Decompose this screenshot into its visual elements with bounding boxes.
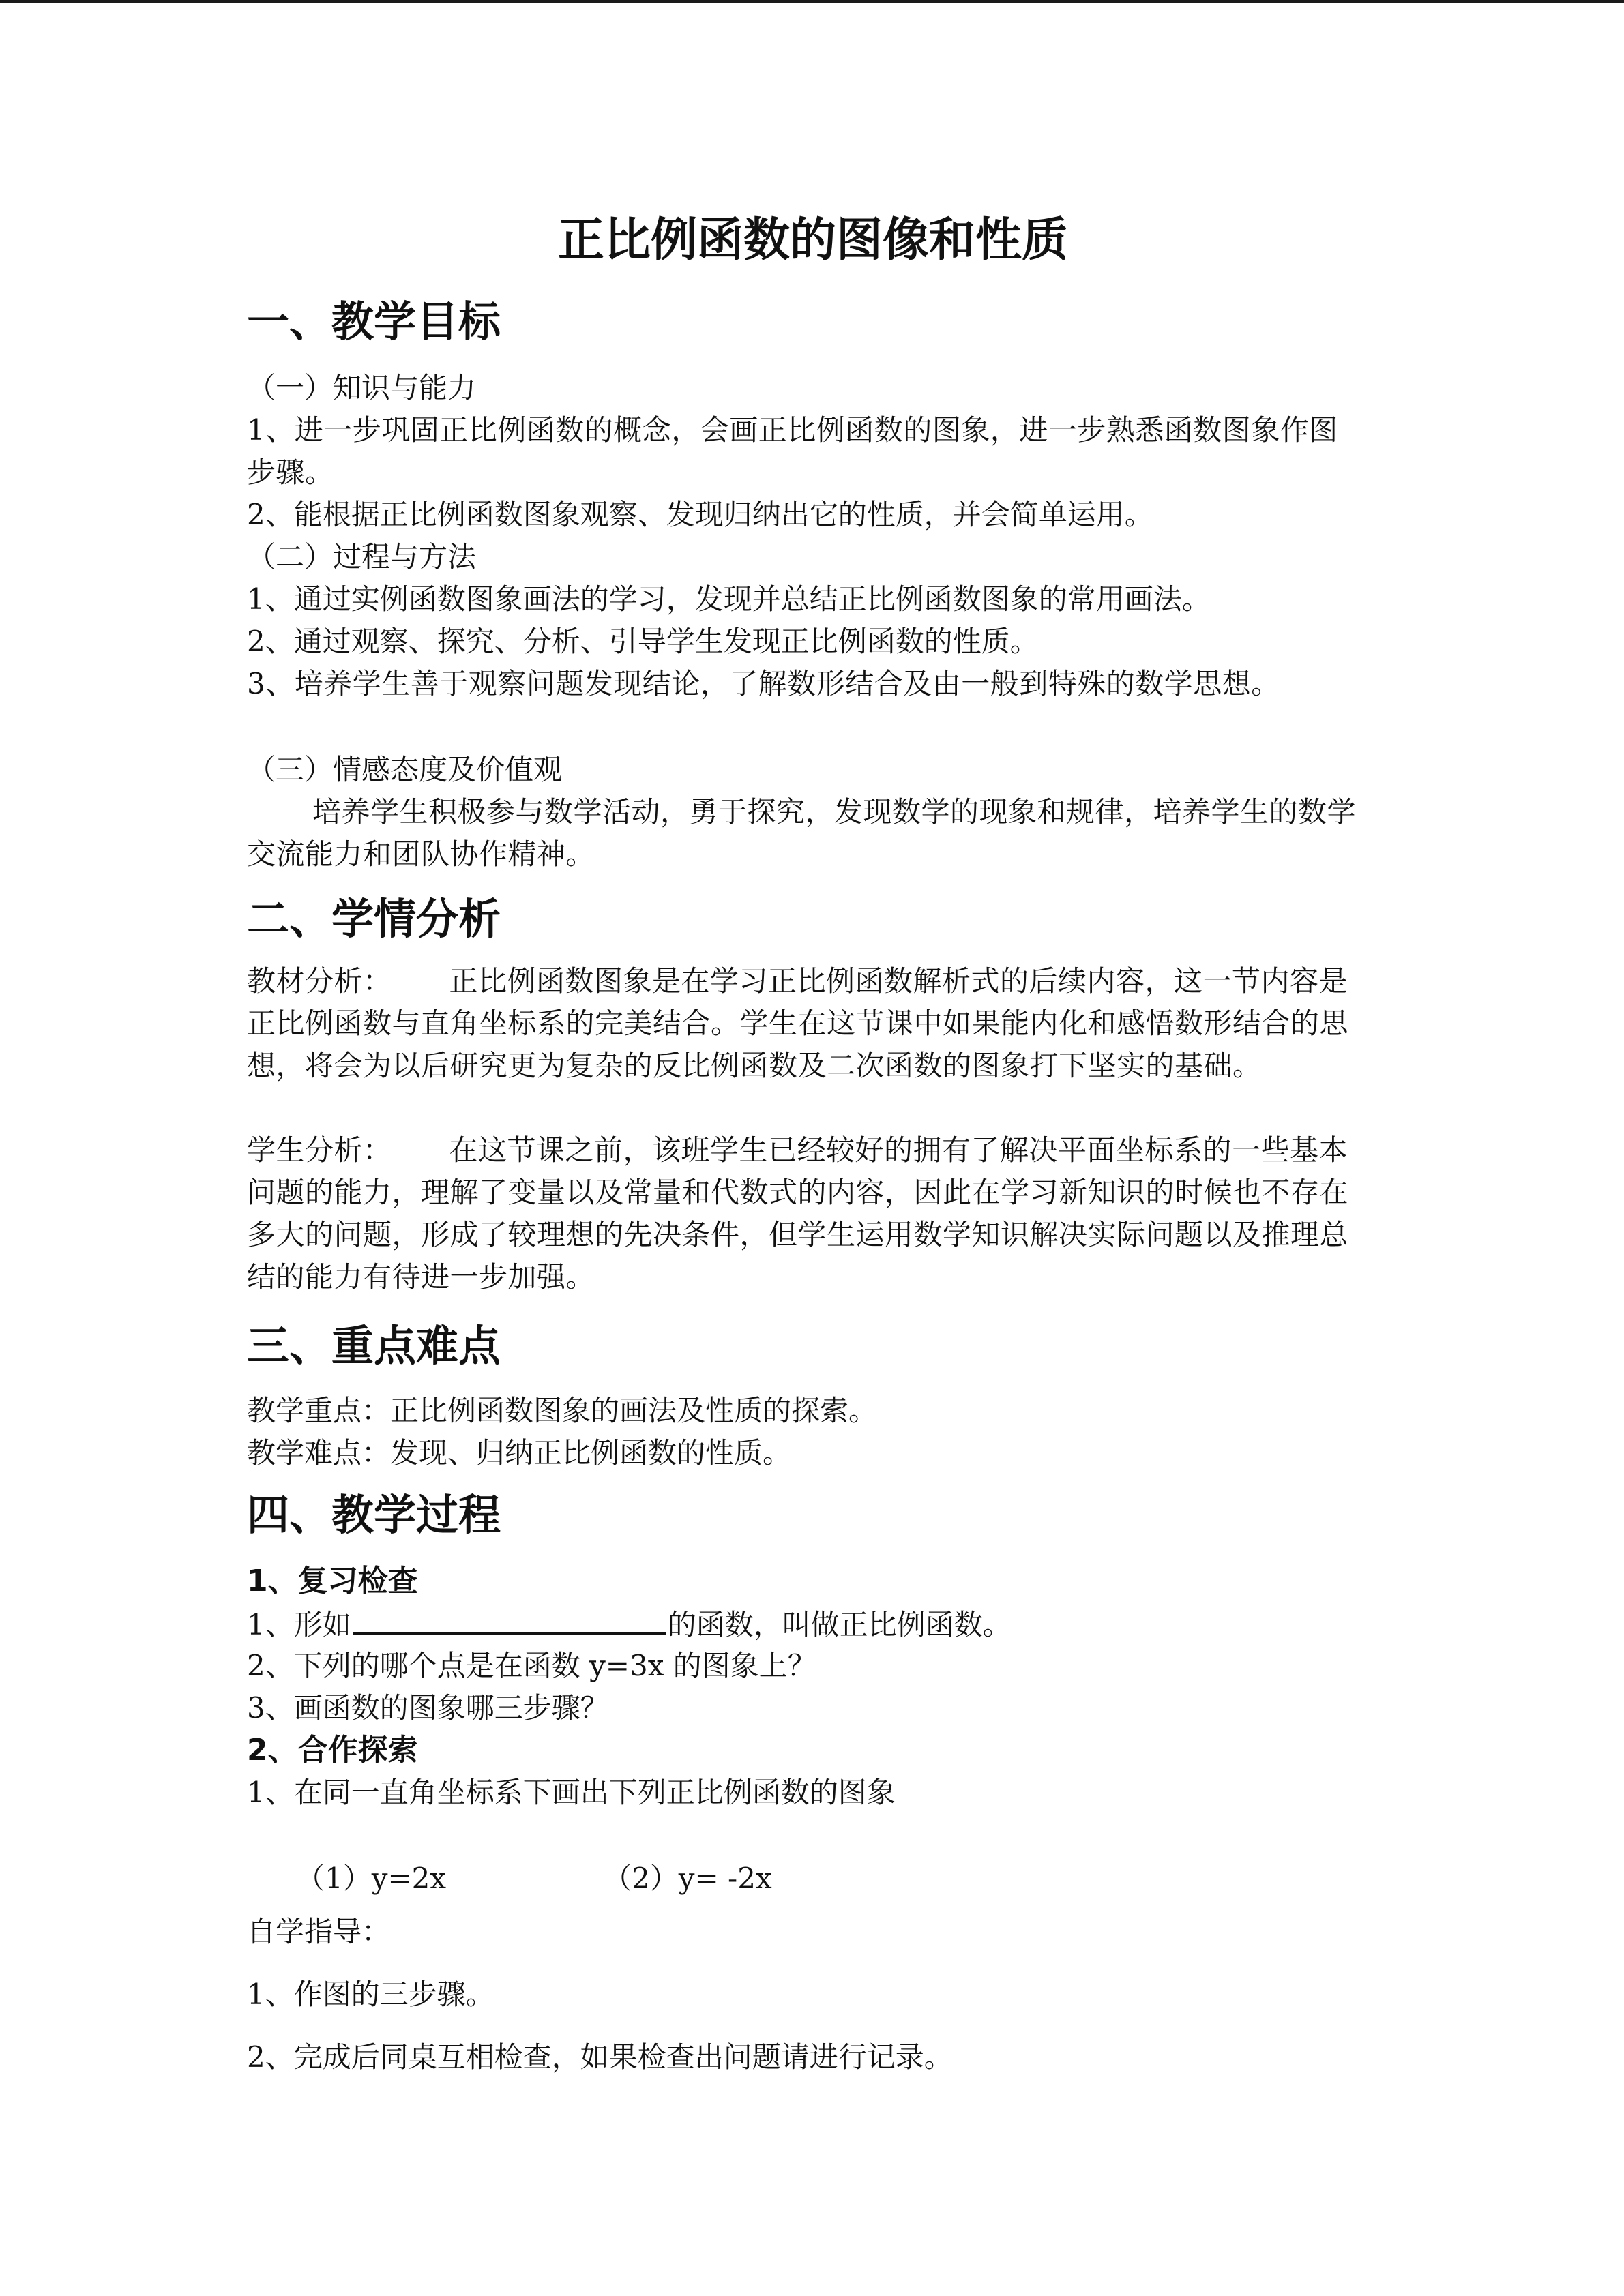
- exploration-task-1: 1、在同一直角坐标系下画出下列正比例函数的图象: [247, 1776, 896, 1809]
- review-question-3: 3、画函数的图象哪三步骤？: [247, 1691, 609, 1725]
- question-1-prefix: 1、形如: [247, 1608, 351, 1641]
- review-question-2: 2、下列的哪个点是在函数 y=3x 的图象上？: [247, 1649, 816, 1682]
- section-heading-key-points: 三、重点难点: [247, 1321, 501, 1371]
- material-analysis-text: 正比例函数图象是在学习正比例函数解析式的后续内容，这一节内容是正比例函数与直角坐标系的完美结合。学生在这节课中如果能内化和感悟数形结合的思想，将会为以后研究更为复杂的反比例函数及二次函数的图象打下坚实的基础。: [247, 964, 1349, 1082]
- material-analysis-label: 教材分析：: [247, 964, 392, 998]
- student-analysis-text: 在这节课之前，该班学生已经较好的拥有了解决平面坐标系的一些基本问题的能力，理解了变量以及常量和代数式的内容，因此在学习新知识的时候也不存在多大的问题，形成了较理想的先决条件，但学生运用数学知识解决实际问题以及推理总结的能力有待进一步加强。: [247, 1133, 1349, 1294]
- review-question-1: [247, 1602, 1012, 1646]
- self-study-guide-1: 1、作图的三步骤。: [247, 1978, 494, 2011]
- function-list: [296, 1858, 772, 1900]
- function-1: （1）y=2x: [296, 1862, 447, 1895]
- section-heading-objectives: 一、教学目标: [247, 297, 501, 346]
- function-2: （2）y= -2x: [603, 1862, 772, 1895]
- objective-knowledge-2: 2、能根据正比例函数图象观察、发现归纳出它的性质，并会简单运用。: [247, 498, 1153, 531]
- attitude-text: 培养学生积极参与数学活动，勇于探究，发现数学的现象和规律，培养学生的数学交流能力和团队协作精神。: [247, 795, 1357, 871]
- fill-in-blank: [353, 1602, 666, 1635]
- section-heading-analysis: 二、学情分析: [247, 894, 501, 944]
- objective-process-3: 3、培养学生善于观察问题发现结论，了解数形结合及由一般到特殊的数学思想。: [247, 667, 1280, 700]
- subheading-process: （二）过程与方法: [247, 540, 477, 573]
- section-heading-process: 四、教学过程: [247, 1490, 501, 1540]
- step-review: 1、复习检查: [247, 1564, 418, 1598]
- top-border-rule: [0, 0, 1624, 3]
- objective-process-2: 2、通过观察、探究、分析、引导学生发现正比例函数的性质。: [247, 625, 1039, 658]
- self-study-guide-2: 2、完成后同桌互相检查，如果检查出问题请进行记录。: [247, 2040, 953, 2074]
- subheading-attitude: （三）情感态度及价值观: [247, 753, 563, 786]
- difficulty-text: 教学难点：发现、归纳正比例函数的性质。: [247, 1436, 792, 1470]
- student-analysis: [247, 1129, 1365, 1298]
- subheading-knowledge: （一）知识与能力: [247, 371, 477, 404]
- self-study-guide-label: 自学指导：: [247, 1915, 391, 1948]
- objective-process-1: 1、通过实例函数图象画法的学习，发现并总结正比例函数图象的常用画法。: [247, 582, 1211, 616]
- step-cooperative-exploration: 2、合作探索: [247, 1733, 418, 1768]
- document-title: 正比例函数的图像和性质: [557, 213, 1068, 267]
- student-analysis-label: 学生分析：: [247, 1133, 392, 1167]
- key-point-text: 教学重点：正比例函数图象的画法及性质的探索。: [247, 1394, 878, 1427]
- objective-knowledge-1: 1、进一步巩固正比例函数的概念，会画正比例函数的图象，进一步熟悉函数图象作图步骤。: [247, 413, 1338, 489]
- question-1-suffix: 的函数，叫做正比例函数。: [667, 1608, 1012, 1641]
- material-analysis: [247, 960, 1365, 1087]
